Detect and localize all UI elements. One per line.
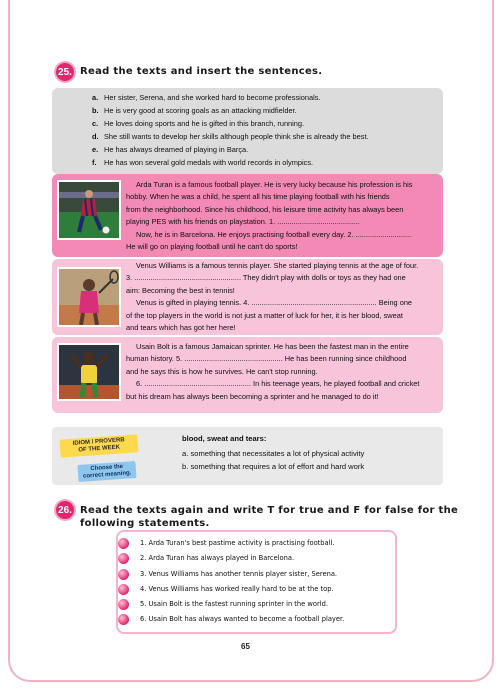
idiom-option-a: a. something that necessitates a lot of physical activity	[182, 449, 365, 458]
option-e: e. He has always dreamed of playing in Barça.	[92, 145, 249, 154]
sprinter-photo	[57, 343, 121, 401]
answer-bullet[interactable]	[118, 538, 129, 549]
text-card-venus-williams	[52, 259, 443, 335]
answer-bullet[interactable]	[118, 569, 129, 580]
option-d: d. She still wants to develop her skills although people think she is already the best.	[92, 132, 369, 141]
text-usain-bolt: Usain Bolt is a famous Jamaican sprinter. He has been the fastest man in the entire human history. 5. ................................................ He has been running since childhood and he says this is how he survives. He can't stop running. 6. .................................................... In his teenage years, he played football and cricket but his dream has always been becoming a sprinter and he managed to do it!	[126, 342, 420, 401]
answer-bullet[interactable]	[118, 553, 129, 564]
question-26-title-line2: following statements.	[80, 518, 210, 529]
option-c: c. He loves doing sports and he is gifted in this branch, running.	[92, 119, 305, 128]
idiom-of-the-week-tag: IDIOM / PROVERB OF THE WEEK	[59, 434, 138, 457]
text-card-arda-turan	[52, 174, 443, 257]
text-venus-williams: Venus Williams is a famous tennis player. She started playing tennis at the age of four. 3. .................................................... They didn't play with dolls or toys as they had one aim: Becoming the best in tennis! Venus is gifted in playing tennis. 4. ............................................................. Being one of the top players in the world is not just a matter of luck for her, it is her blood, sweat and tears which has got her here!	[126, 261, 419, 333]
option-a: a. Her sister, Serena, and she worked hard to become professionals.	[92, 93, 321, 102]
option-b: b. He is very good at scoring goals as an attacking midfielder.	[92, 106, 297, 115]
statement-3: 3. Venus Williams has another tennis player sister, Serena.	[140, 570, 337, 578]
statement-1: 1. Arda Turan's best pastime activity is practising football.	[140, 539, 334, 547]
idiom-phrase: blood, sweat and tears:	[182, 434, 267, 443]
question-26-number: 26.	[56, 501, 74, 519]
answer-bullet[interactable]	[118, 584, 129, 595]
statement-5: 5. Usain Bolt is the fastest running sprinter in the world.	[140, 600, 328, 608]
answer-bullet[interactable]	[118, 599, 129, 610]
question-25-number: 25.	[56, 63, 74, 81]
true-false-statements-box	[116, 530, 397, 634]
answer-bullet[interactable]	[118, 614, 129, 625]
idiom-option-b: b. something that requires a lot of effort and hard work	[182, 462, 365, 471]
text-card-usain-bolt	[52, 337, 443, 413]
question-26-title-line1: Read the texts again and write T for true and F for false for the	[80, 505, 459, 516]
option-f: f. He has won several gold medals with world records in olympics.	[92, 158, 314, 167]
statement-4: 4. Venus Williams has worked really hard to be at the top.	[140, 585, 334, 593]
question-25-title: Read the texts and insert the sentences.	[80, 66, 323, 77]
page-number: 65	[241, 642, 250, 651]
text-arda-turan: Arda Turan is a famous football player. He is very lucky because his profession is his hobby. When he was a child, he spent all his time playing football with his friends from the neighborhood. Since his childhood, his leisure time activity has always been playing PES with his friends on playstation. 1. ........................................ Now, he is in Barcelona. He enjoys practising football every day. 2. ........................... He will go on playing football until he can't do sports!	[126, 180, 413, 252]
choose-meaning-tag: Choose the correct meaning.	[77, 461, 136, 482]
statement-6: 6. Usain Bolt has always wanted to become a football player.	[140, 615, 344, 623]
statement-2: 2. Arda Turan has always played in Barcelona.	[140, 554, 294, 562]
tennis-player-photo	[57, 267, 121, 327]
football-player-photo	[57, 180, 121, 240]
sentence-options-box	[52, 88, 443, 174]
